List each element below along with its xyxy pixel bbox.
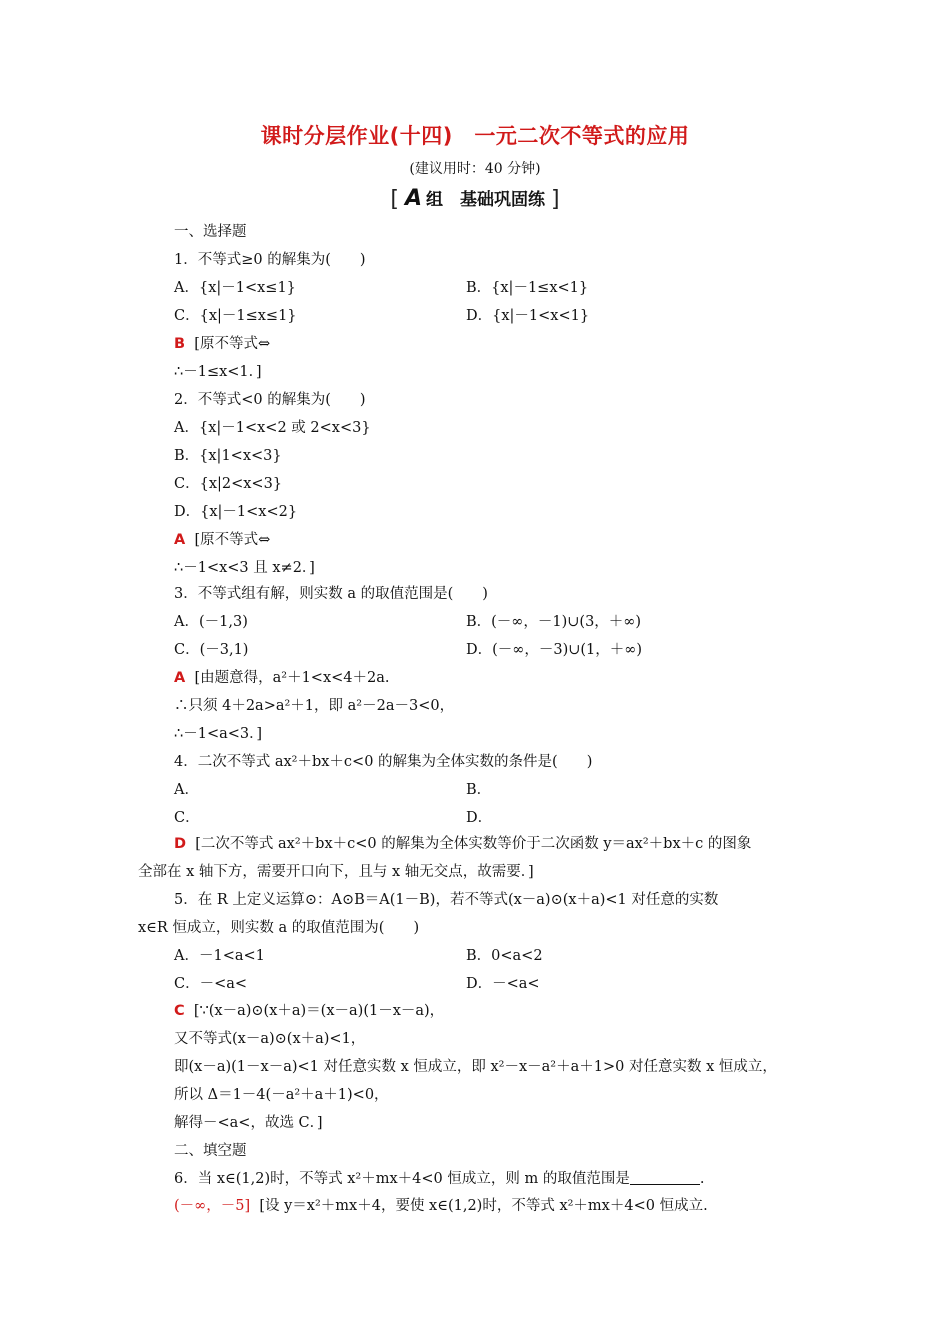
q5-answer-text: [∵(x－a)⊙(x＋a)＝(x－a)(1－x－a)， xyxy=(193,1003,445,1019)
q5-option-b: B．0<a<2 xyxy=(466,948,543,964)
q5-answer-line3: 即(x－a)(1－x－a)<1 对任意实数 x 恒成立，即 x²－x－a²＋a＋1>0 对任意实数 x 恒成立， xyxy=(174,1059,777,1075)
group-heading xyxy=(0,185,950,212)
q2-option-a: A．{x|－1<x<2 或 2<x<3} xyxy=(174,420,371,436)
q5-stem-line1: 5．在 R 上定义运算⊙：A⊙B＝A(1－B)，若不等式(x－a)⊙(x＋a)<1 对任意的实数 xyxy=(174,892,719,908)
group-bracket-left: [ xyxy=(390,187,399,212)
q1-answer-letter: B xyxy=(174,336,186,352)
q1-option-d: D．{x|－1<x<1} xyxy=(466,308,590,324)
q5-answer xyxy=(174,1001,444,1021)
q2-option-b: B．{x|1<x<3} xyxy=(174,448,282,464)
q6-stem-end: . xyxy=(699,1171,705,1187)
section-choice: 一、选择题 xyxy=(174,224,247,240)
q5-option-d: D．－<a< xyxy=(466,976,540,992)
q5-answer-letter: C xyxy=(174,1003,185,1019)
q3-option-d: D．(－∞，－3)∪(1，＋∞) xyxy=(466,642,643,658)
q1-option-a: A．{x|－1<x≤1} xyxy=(174,280,296,296)
q4-option-d: D． xyxy=(466,810,493,826)
q5-answer-line4: 所以 Δ＝1－4(－a²＋a＋1)<0， xyxy=(174,1087,389,1103)
q4-option-c: C． xyxy=(174,810,200,826)
q3-answer-letter: A xyxy=(174,670,186,686)
q3-option-c: C．(－3,1) xyxy=(174,642,249,658)
q6-stem-text: 6．当 x∈(1,2)时，不等式 x²＋mx＋4<0 恒成立，则 m 的取值范围是 xyxy=(174,1171,630,1187)
q1-option-c: C．{x|－1≤x≤1} xyxy=(174,308,297,324)
q4-answer-letter: D xyxy=(174,836,187,852)
q4-stem: 4．二次不等式 ax²＋bx＋c<0 的解集为全体实数的条件是( ) xyxy=(174,754,593,770)
suggested-time: (建议用时：40 分钟) xyxy=(409,161,541,177)
q6-answer-value: (－∞，－5] xyxy=(174,1198,251,1214)
q2-option-d: D．{x|－1<x<2} xyxy=(174,504,298,520)
q2-answer xyxy=(174,530,270,550)
q2-answer-line2: ∴－1<x<3 且 x≠2．] xyxy=(174,560,315,576)
q5-option-a: A．－1<a<1 xyxy=(174,948,265,964)
q3-option-b: B．(－∞，－1)∪(3，＋∞) xyxy=(466,614,642,630)
group-letter: A xyxy=(404,186,423,211)
q5-stem-line2: x∈R 恒成立，则实数 a 的取值范围为( ) xyxy=(138,920,420,936)
q1-answer-text: [原不等式⇔ xyxy=(194,336,271,352)
q3-stem: 3．不等式组有解，则实数 a 的取值范围是( ) xyxy=(174,586,488,602)
q4-option-a: A． xyxy=(174,782,199,798)
q4-answer xyxy=(174,834,751,854)
q5-answer-line5: 解得－<a<，故选 C．] xyxy=(174,1115,323,1131)
q3-option-a: A．(－1,3) xyxy=(174,614,248,630)
q2-answer-letter: A xyxy=(174,532,186,548)
group-bracket-right: ] xyxy=(551,187,560,212)
q6-answer xyxy=(174,1196,708,1216)
q6-answer-blank xyxy=(630,1170,700,1185)
q2-stem: 2．不等式<0 的解集为( ) xyxy=(174,392,366,408)
q2-answer-text: [原不等式⇔ xyxy=(194,532,271,548)
q1-stem: 1．不等式≥0 的解集为( ) xyxy=(174,252,366,268)
q1-answer-line2: ∴－1≤x<1．] xyxy=(174,364,262,380)
q3-answer-line2: ∴只须 4＋2a>a²＋1，即 a²－2a－3<0， xyxy=(174,698,455,714)
group-label: 组 基础巩固练 xyxy=(426,190,546,210)
q3-answer-line3: ∴－1<a<3．] xyxy=(174,726,263,742)
q1-option-b: B．{x|－1≤x<1} xyxy=(466,280,589,296)
page-title: 课时分层作业(十四) 一元二次不等式的应用 xyxy=(260,124,690,148)
q3-answer-text: [由题意得，a²＋1<x<4＋2a. xyxy=(194,670,390,686)
q5-option-c: C．－<a< xyxy=(174,976,248,992)
q6-answer-text: [设 y＝x²＋mx＋4，要使 x∈(1,2)时，不等式 x²＋mx＋4<0 恒成立. xyxy=(259,1198,708,1214)
q5-answer-line2: 又不等式(x－a)⊙(x＋a)<1， xyxy=(174,1031,366,1047)
q4-answer-text: [二次不等式 ax²＋bx＋c<0 的解集为全体实数等价于二次函数 y＝ax²＋bx＋c 的图象 xyxy=(195,836,752,852)
q4-option-b: B． xyxy=(466,782,492,798)
q6-stem xyxy=(174,1169,704,1189)
section-fill: 二、填空题 xyxy=(174,1143,247,1159)
q4-answer-line2: 全部在 x 轴下方，需要开口向下，且与 x 轴无交点，故需要．] xyxy=(138,864,534,880)
q3-answer xyxy=(174,668,389,688)
q2-option-c: C．{x|2<x<3} xyxy=(174,476,283,492)
q1-answer xyxy=(174,334,270,354)
